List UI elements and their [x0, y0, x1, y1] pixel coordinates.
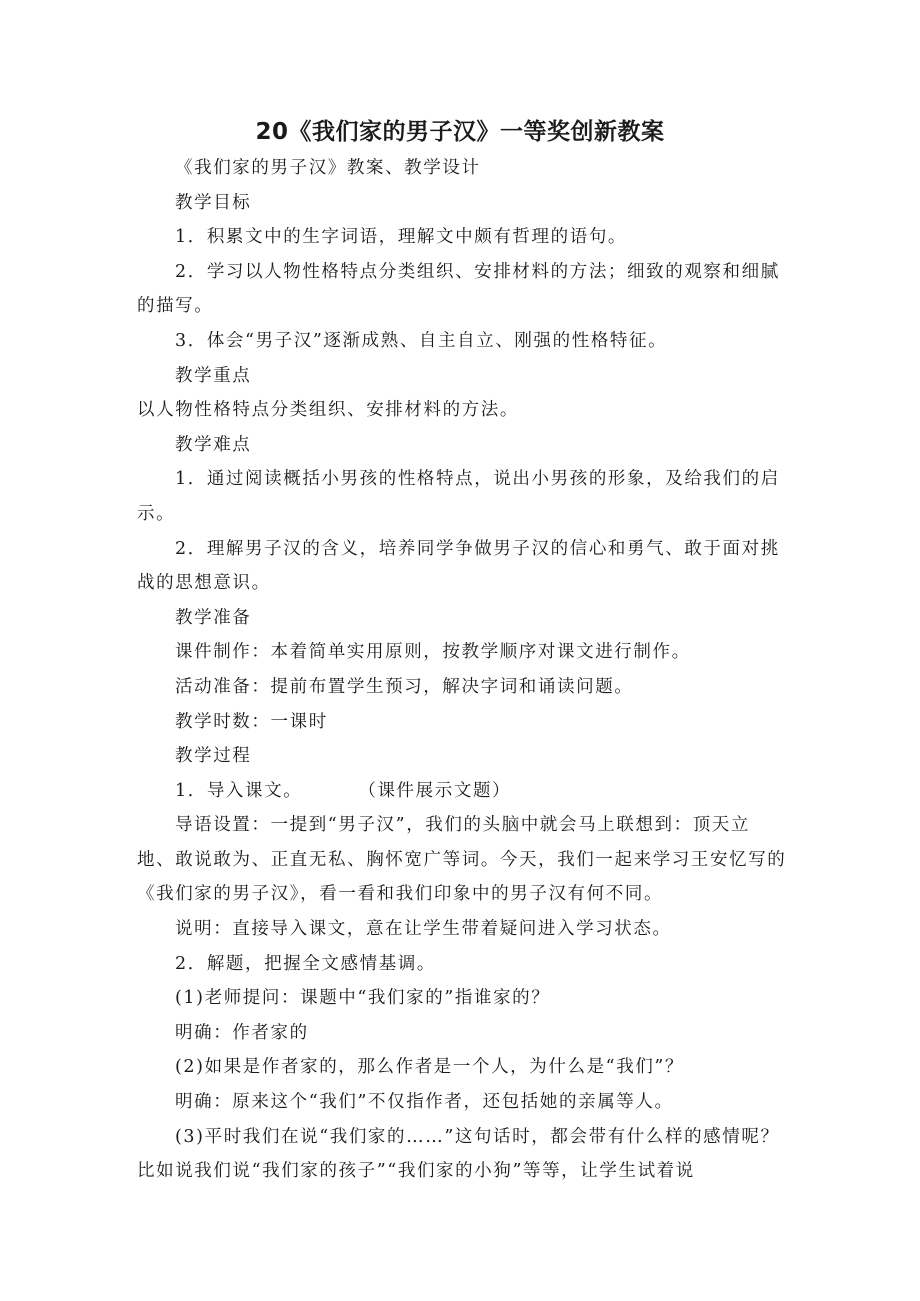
paragraph: 2．解题，把握全文感情基调。 — [175, 953, 437, 974]
paragraph: 以人物性格特点分类组织、安排材料的方法。 — [137, 400, 519, 421]
section-heading: 教学难点 — [175, 434, 252, 455]
paragraph: 1．通过阅读概括小男孩的性格特点，说出小男孩的形象，及给我们的启示。 — [137, 469, 780, 524]
subtitle-line: 《我们家的男子汉》教案、教学设计 — [175, 158, 481, 178]
step-text: 1．导入课文。 — [175, 780, 303, 801]
paragraph: 明确：作者家的 — [175, 1022, 309, 1043]
paragraph: 课件制作：本着简单实用原则，按教学顺序对课文进行制作。 — [175, 642, 691, 663]
section-heading: 教学准备 — [175, 607, 252, 628]
section-heading: 教学重点 — [175, 365, 252, 386]
paragraph: 2．理解男子汉的含义，培养同学争做男子汉的信心和勇气、敢于面对挑战的思想意识。 — [137, 538, 780, 594]
document-title: 20《我们家的男子汉》一等奖创新教案 — [255, 119, 665, 145]
paragraph: 3．体会“男子汉”逐渐成熟、自主自立、刚强的性格特征。 — [175, 330, 668, 351]
paragraph — [137, 774, 787, 809]
document-body — [137, 151, 787, 1189]
paragraph: 活动准备：提前布置学生预习，解决字词和诵读问题。 — [175, 676, 634, 697]
paragraph: (2)如果是作者家的，那么作者是一个人，为什么是“我们”？ — [175, 1057, 685, 1078]
section-heading: 教学过程 — [175, 746, 252, 767]
paragraph: 明确：原来这个“我们”不仅指作者，还包括她的亲属等人。 — [175, 1092, 674, 1113]
paragraph: 导语设置：一提到“男子汉”，我们的头脑中就会马上联想到：顶天立地、敢说敢为、正直无私、胸怀宽广等词。今天，我们一起来学习王安忆写的《我们家的男子汉》，看一看和我们印象中的男子汉有何不同。 — [137, 815, 787, 905]
paragraph: (3)平时我们在说“我们家的……”这句话时，都会带有什么样的感情呢？比如说我们说“我们家的孩子”“我们家的小狗”等等，让学生试着说 — [137, 1126, 780, 1182]
paragraph: (1)老师提问：课题中“我们家的”指谁家的？ — [175, 988, 551, 1009]
section-heading: 教学目标 — [175, 192, 252, 213]
paragraph: 说明：直接导入课文，意在让学生带着疑问进入学习状态。 — [175, 919, 672, 940]
paragraph: 1．积累文中的生字词语，理解文中颇有哲理的语句。 — [175, 227, 628, 248]
paragraph: 2．学习以人物性格特点分类组织、安排材料的方法；细致的观察和细腻的描写。 — [137, 261, 780, 317]
step-note: （课件展示文题） — [358, 780, 512, 801]
paragraph: 教学时数：一课时 — [175, 711, 328, 732]
